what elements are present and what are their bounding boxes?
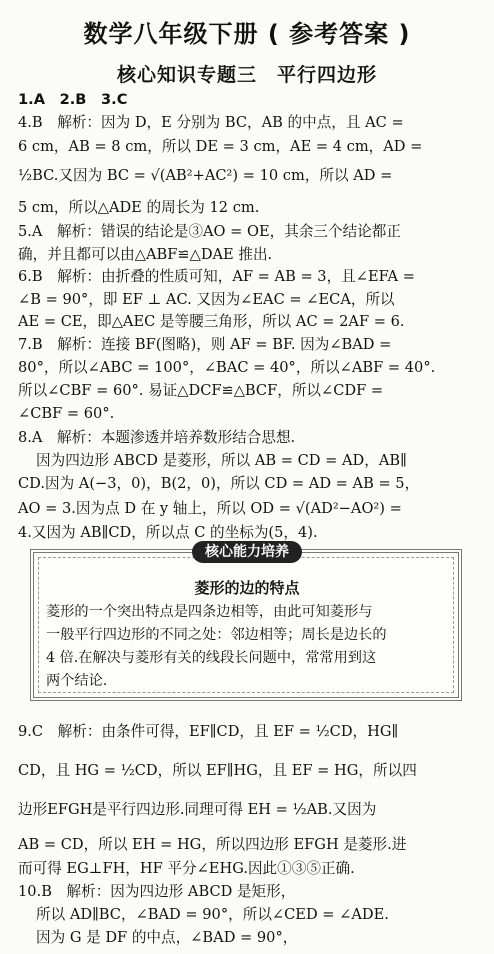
- tip-line: 两个结论.: [46, 673, 108, 689]
- answer-line: 9.C 解析：由条件可得，EF∥CD，且 EF = ½CD，HG∥: [18, 723, 399, 740]
- tip-line: 一般平行四边形的不同之处：邻边相等；周长是边长的: [46, 627, 387, 643]
- answer-line: 8.A 解析：本题渗透并培养数形结合思想.: [18, 429, 296, 446]
- answer-line: 80°，所以∠ABC = 100°，∠BAC = 40°，所以∠ABF = 40°.: [18, 359, 436, 376]
- tip-line: 4 倍.在解决与菱形有关的线段长问题中，常常用到这: [46, 650, 377, 666]
- page-title: 数学八年级下册 ( 参考答案 ): [83, 20, 411, 48]
- section-title: 核心知识专题三 平行四边形: [116, 64, 377, 86]
- tip-banner: 核心能力培养: [192, 541, 302, 563]
- answer-line: AB = CD，所以 EH = HG，所以四边形 EFGH 是菱形.进: [18, 836, 407, 853]
- answer-line: 因为 G 是 DF 的中点，∠BAD = 90°，: [36, 929, 298, 946]
- answer-line: 5.A 解析：错误的结论是③AO = OE，其余三个结论都正: [18, 223, 401, 240]
- answer-line: ∠CBF = 60°.: [18, 405, 115, 422]
- answer-line: 边形EFGH是平行四边形.同理可得 EH = ½AB.又因为: [18, 801, 377, 818]
- answer-line: ∠B = 90°，即 EF ⊥ AC. 又因为∠EAC = ∠ECA，所以: [18, 291, 395, 308]
- answer-line: 5 cm，所以△ADE 的周长为 12 cm.: [18, 199, 260, 216]
- answer-line: 7.B 解析：连接 BF(图略)，则 AF = BF. 因为∠BAD =: [18, 336, 392, 353]
- tip-title: 菱形的边的特点: [194, 579, 300, 597]
- answer-line: AO = 3.因为点 D 在 y 轴上，所以 OD = √(AD²−AO²) =: [18, 500, 402, 517]
- answer-line: 确，并且都可以由△ABF≌△DAE 推出.: [18, 246, 273, 263]
- answer-line: 所以 AD∥BC，∠BAD = 90°，所以∠CED = ∠ADE.: [36, 906, 389, 923]
- answer-line: ½BC.又因为 BC = √(AB²+AC²) = 10 cm，所以 AD =: [18, 167, 393, 184]
- answer-line: 6 cm，AB = 8 cm，所以 DE = 3 cm，AE = 4 cm，AD =: [18, 138, 423, 155]
- answer-line: 10.B 解析：因为四边形 ABCD 是矩形，: [18, 883, 296, 900]
- answer-line: 因为四边形 ABCD 是菱形，所以 AB = CD = AD，AB∥: [36, 452, 407, 469]
- answer-line: 4.B 解析：因为 D，E 分别为 BC，AB 的中点，且 AC =: [18, 114, 404, 131]
- answer-line: AE = CE，即△AEC 是等腰三角形，所以 AC = 2AF = 6.: [18, 313, 405, 330]
- answer-line: 1.A 2.B 3.C: [18, 91, 128, 108]
- answer-line: CD.因为 A(−3，0)，B(2，0)，所以 CD = AD = AB = 5，: [18, 475, 420, 492]
- answer-line: CD，且 HG = ½CD，所以 EF∥HG，且 EF = HG，所以四: [18, 762, 417, 779]
- answer-line: 6.B 解析：由折叠的性质可知，AF = AB = 3，且∠EFA =: [18, 268, 415, 285]
- answer-line: 所以∠CBF = 60°. 易证△DCF≌△BCF，所以∠CDF =: [18, 382, 384, 399]
- answer-line: 而可得 EG⊥FH，HF 平分∠EHG.因此①③⑤正确.: [18, 860, 355, 877]
- tip-line: 菱形的一个突出特点是四条边相等，由此可知菱形与: [46, 604, 373, 620]
- answer-line: 4.又因为 AB∥CD，所以点 C 的坐标为(5，4).: [18, 524, 318, 541]
